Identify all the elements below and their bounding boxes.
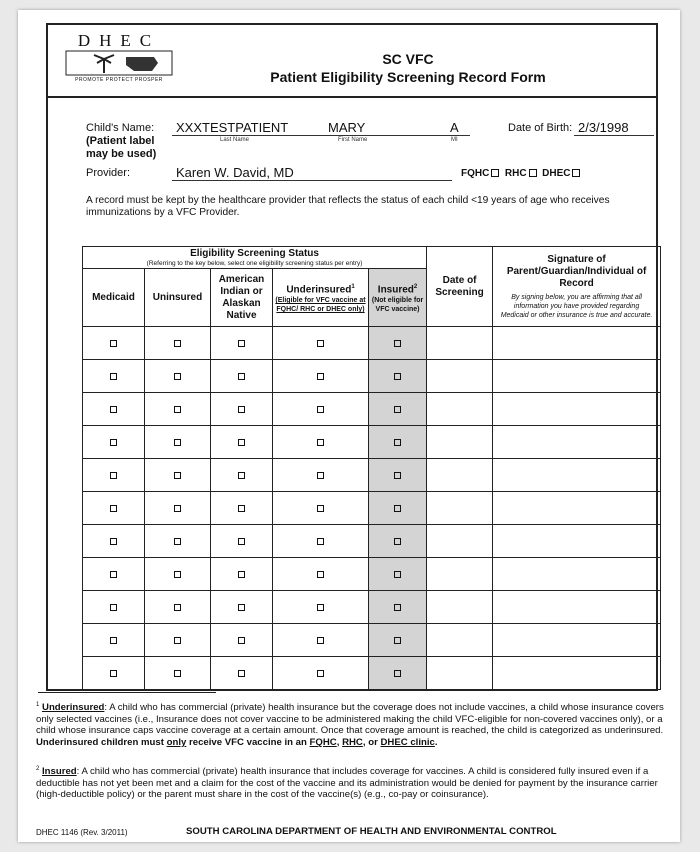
ai-an-checkbox[interactable] — [238, 472, 245, 479]
insured-checkbox[interactable] — [394, 604, 401, 611]
uninsured-checkbox[interactable] — [174, 340, 181, 347]
underinsured-cell — [273, 459, 369, 492]
ai-an-cell — [211, 657, 273, 690]
uninsured-checkbox[interactable] — [174, 472, 181, 479]
uninsured-cell — [145, 426, 211, 459]
uninsured-checkbox[interactable] — [174, 538, 181, 545]
signature-cell[interactable] — [493, 591, 661, 624]
underinsured-cell — [273, 492, 369, 525]
uninsured-cell — [145, 393, 211, 426]
date-cell[interactable] — [427, 657, 493, 690]
eligibility-group-title: Eligibility Screening Status — [190, 247, 319, 259]
date-cell[interactable] — [427, 393, 493, 426]
medicaid-cell — [83, 426, 145, 459]
form-frame — [46, 23, 658, 691]
header-divider — [48, 96, 656, 98]
medicaid-checkbox[interactable] — [110, 340, 117, 347]
uninsured-cell — [145, 624, 211, 657]
uninsured-cell — [145, 657, 211, 690]
ai-an-header: American Indian or Alaskan Native — [211, 269, 273, 327]
ai-an-cell — [211, 393, 273, 426]
insured-cell — [369, 360, 427, 393]
ai-an-cell — [211, 525, 273, 558]
underinsured-cell — [273, 591, 369, 624]
dhec-label: DHEC — [542, 168, 571, 179]
uninsured-cell — [145, 360, 211, 393]
medicaid-checkbox[interactable] — [110, 538, 117, 545]
uninsured-cell — [145, 492, 211, 525]
table-row — [83, 525, 661, 558]
medicaid-cell — [83, 327, 145, 360]
date-cell[interactable] — [427, 591, 493, 624]
insured-checkbox[interactable] — [394, 538, 401, 545]
ai-an-checkbox[interactable] — [238, 439, 245, 446]
provider-type-options — [461, 168, 580, 179]
table-row — [83, 393, 661, 426]
insured-cell — [369, 459, 427, 492]
footnote-insured: $^2$ Insured: A child who has commercial (private) health insurance that includes coverage for vaccines. A child is considered fully insured even if a deductible has not yet been met and a claim for the cost of the vaccine and its administration would be denied for payment by the insurance carrier (high-deductible policy) or the parent must share in the cost of the vaccine(s) (e.g., co-pay or coinsurance). — [36, 766, 658, 801]
uninsured-header: Uninsured — [145, 269, 211, 327]
date-cell[interactable] — [427, 525, 493, 558]
ai-an-cell — [211, 591, 273, 624]
underinsured-checkbox[interactable] — [317, 373, 324, 380]
signature-cell[interactable] — [493, 426, 661, 459]
insured-header: Insured$^2$ (Not eligible for VFC vaccine) — [369, 269, 427, 327]
ai-an-checkbox[interactable] — [238, 571, 245, 578]
footnote-underinsured: $^1$ Underinsured: A child who has commercial (private) health insurance but the coverage does not include vaccines, a child whose insurance covers only selected vaccines (i.e., Insurance does not cover vaccine to be administered making the child VFC-eligible for non-covered vaccines only), or a child whose insurance caps vaccine coverage at a certain amount. Once that coverage amount is reached, the child is categorized as underinsured. Underinsured children must only receive VFC vaccine in an FQHC, RHC, or DHEC clinic. — [36, 702, 664, 748]
ai-an-cell — [211, 426, 273, 459]
medicaid-cell — [83, 525, 145, 558]
dhec-checkbox[interactable] — [572, 169, 580, 177]
insured-checkbox[interactable] — [394, 406, 401, 413]
underinsured-checkbox[interactable] — [317, 340, 324, 347]
uninsured-cell — [145, 591, 211, 624]
underinsured-cell — [273, 624, 369, 657]
table-row — [83, 327, 661, 360]
ai-an-cell — [211, 558, 273, 591]
insured-checkbox[interactable] — [394, 472, 401, 479]
provider-underline — [172, 180, 452, 181]
fqhc-checkbox[interactable] — [491, 169, 499, 177]
uninsured-checkbox[interactable] — [174, 637, 181, 644]
medicaid-checkbox[interactable] — [110, 406, 117, 413]
underinsured-cell — [273, 657, 369, 690]
uninsured-cell — [145, 327, 211, 360]
insured-cell — [369, 525, 427, 558]
rhc-checkbox[interactable] — [529, 169, 537, 177]
dob-underline — [574, 135, 654, 136]
signature-cell[interactable] — [493, 459, 661, 492]
child-last-name[interactable]: XXXTESTPATIENT — [176, 120, 289, 135]
name-underline — [172, 135, 470, 136]
signature-note: By signing below, you are affirming that all information you have provided regarding Medicaid or other insurance is true and accurate. — [500, 293, 653, 319]
insured-cell — [369, 426, 427, 459]
medicaid-checkbox[interactable] — [110, 670, 117, 677]
underinsured-cell — [273, 426, 369, 459]
dhec-logo — [64, 31, 174, 87]
patient-label-note: (Patient label may be used) — [86, 135, 157, 160]
date-cell[interactable] — [427, 327, 493, 360]
date-cell[interactable] — [427, 459, 493, 492]
ai-an-checkbox[interactable] — [238, 373, 245, 380]
insured-cell — [369, 393, 427, 426]
date-cell[interactable] — [427, 426, 493, 459]
ai-an-checkbox[interactable] — [238, 637, 245, 644]
insured-cell — [369, 591, 427, 624]
medicaid-checkbox[interactable] — [110, 604, 117, 611]
medicaid-cell — [83, 459, 145, 492]
uninsured-checkbox[interactable] — [174, 604, 181, 611]
table-row — [83, 558, 661, 591]
medicaid-cell — [83, 558, 145, 591]
agency-name: SOUTH CAROLINA DEPARTMENT OF HEALTH AND ENVIRONMENTAL CONTROL — [186, 826, 557, 837]
table-row — [83, 591, 661, 624]
insured-checkbox[interactable] — [394, 637, 401, 644]
underinsured-cell — [273, 360, 369, 393]
medicaid-checkbox[interactable] — [110, 505, 117, 512]
table-row — [83, 657, 661, 690]
signature-title: Signature of Parent/Guardian/Individual of Record — [506, 253, 647, 289]
medicaid-checkbox[interactable] — [110, 373, 117, 380]
medicaid-checkbox[interactable] — [110, 439, 117, 446]
underinsured-cell — [273, 327, 369, 360]
last-name-caption: Last Name — [220, 137, 250, 143]
ai-an-cell — [211, 327, 273, 360]
uninsured-cell — [145, 459, 211, 492]
rhc-label: RHC — [504, 168, 527, 179]
medicaid-checkbox[interactable] — [110, 472, 117, 479]
signature-cell[interactable] — [493, 558, 661, 591]
form-number: DHEC 1146 (Rev. 3/2011) — [36, 828, 128, 837]
ai-an-checkbox[interactable] — [238, 406, 245, 413]
medicaid-header: Medicaid — [83, 269, 145, 327]
form-title: Patient Eligibility Screening Record Form — [270, 69, 546, 85]
date-cell[interactable] — [427, 624, 493, 657]
mi-caption: MI — [451, 137, 458, 143]
logo-tagline: PROMOTE PROTECT PROSPER — [75, 77, 163, 83]
insured-note: (Not eligible for VFC vaccine) — [371, 297, 424, 314]
ai-an-cell — [211, 459, 273, 492]
uninsured-checkbox[interactable] — [174, 670, 181, 677]
child-name-label: Child's Name: — [86, 122, 155, 134]
uninsured-checkbox[interactable] — [174, 406, 181, 413]
medicaid-cell — [83, 624, 145, 657]
ai-an-checkbox[interactable] — [238, 505, 245, 512]
underinsured-checkbox[interactable] — [317, 406, 324, 413]
medicaid-cell — [83, 657, 145, 690]
ai-an-cell — [211, 492, 273, 525]
underinsured-checkbox[interactable] — [317, 670, 324, 677]
first-name-caption: First Name — [338, 137, 368, 143]
underinsured-checkbox[interactable] — [317, 571, 324, 578]
underinsured-checkbox[interactable] — [317, 439, 324, 446]
ai-an-checkbox[interactable] — [238, 670, 245, 677]
screening-rows — [83, 327, 661, 690]
underinsured-cell — [273, 393, 369, 426]
footnote-rule — [38, 692, 216, 693]
logo-letters: DHEC — [77, 31, 161, 50]
underinsured-checkbox[interactable] — [317, 472, 324, 479]
eligibility-group-subtitle: (Referring to the key below, select one eligibility screening status per entry) — [146, 259, 363, 267]
underinsured-checkbox[interactable] — [317, 505, 324, 512]
underinsured-cell — [273, 558, 369, 591]
eligibility-group-header — [83, 247, 427, 269]
insured-cell — [369, 558, 427, 591]
insured-checkbox[interactable] — [394, 340, 401, 347]
insured-cell — [369, 492, 427, 525]
signature-cell[interactable] — [493, 492, 661, 525]
medicaid-checkbox[interactable] — [110, 571, 117, 578]
table-row — [83, 492, 661, 525]
signature-cell[interactable] — [493, 393, 661, 426]
child-first-name[interactable]: MARY — [328, 120, 366, 135]
dob-label: Date of Birth: — [508, 122, 573, 134]
underinsured-checkbox[interactable] — [317, 538, 324, 545]
insured-cell — [369, 657, 427, 690]
ai-an-cell — [211, 360, 273, 393]
uninsured-checkbox[interactable] — [174, 439, 181, 446]
palmetto-tree-icon — [64, 49, 174, 77]
uninsured-checkbox[interactable] — [174, 571, 181, 578]
signature-cell[interactable] — [493, 360, 661, 393]
form-title-program: SC VFC — [382, 51, 434, 67]
signature-cell[interactable] — [493, 624, 661, 657]
provider-label: Provider: — [86, 167, 131, 179]
underinsured-header: Underinsured$^1$ (Eligible for VFC vaccine at FQHC/ RHC or DHEC only) — [273, 269, 369, 327]
underinsured-checkbox[interactable] — [317, 604, 324, 611]
form-page — [18, 10, 680, 842]
insured-checkbox[interactable] — [394, 505, 401, 512]
underinsured-note: (Eligible for VFC vaccine at FQHC/ RHC or DHEC only) — [275, 297, 366, 314]
table-row — [83, 624, 661, 657]
signature-cell[interactable] — [493, 525, 661, 558]
ai-an-checkbox[interactable] — [238, 538, 245, 545]
insured-checkbox[interactable] — [394, 670, 401, 677]
provider-name[interactable]: Karen W. David, MD — [176, 165, 294, 180]
insured-checkbox[interactable] — [394, 571, 401, 578]
underinsured-cell — [273, 525, 369, 558]
insured-cell — [369, 327, 427, 360]
uninsured-checkbox[interactable] — [174, 505, 181, 512]
insured-checkbox[interactable] — [394, 439, 401, 446]
date-cell[interactable] — [427, 492, 493, 525]
ai-an-checkbox[interactable] — [238, 340, 245, 347]
table-row — [83, 459, 661, 492]
uninsured-cell — [145, 558, 211, 591]
underinsured-checkbox[interactable] — [317, 637, 324, 644]
uninsured-checkbox[interactable] — [174, 373, 181, 380]
uninsured-cell — [145, 525, 211, 558]
ai-an-cell — [211, 624, 273, 657]
child-middle-initial[interactable]: A — [450, 120, 459, 135]
fqhc-label: FQHC — [461, 168, 490, 179]
ai-an-checkbox[interactable] — [238, 604, 245, 611]
table-row — [83, 426, 661, 459]
medicaid-checkbox[interactable] — [110, 637, 117, 644]
insured-cell — [369, 624, 427, 657]
eligibility-table — [82, 246, 661, 690]
medicaid-cell — [83, 492, 145, 525]
medicaid-cell — [83, 591, 145, 624]
medicaid-cell — [83, 360, 145, 393]
date-cell[interactable] — [427, 558, 493, 591]
signature-cell[interactable] — [493, 327, 661, 360]
date-cell[interactable] — [427, 360, 493, 393]
medicaid-cell — [83, 393, 145, 426]
table-row — [83, 360, 661, 393]
dob-value[interactable]: 2/3/1998 — [578, 120, 629, 135]
insured-checkbox[interactable] — [394, 373, 401, 380]
intro-text: A record must be kept by the healthcare provider that reflects the status of each child <19 years of age who receives immunizations by a VFC Provider. — [86, 195, 610, 218]
date-header: Date of Screening — [427, 247, 493, 327]
signature-cell[interactable] — [493, 657, 661, 690]
signature-header — [493, 247, 661, 327]
